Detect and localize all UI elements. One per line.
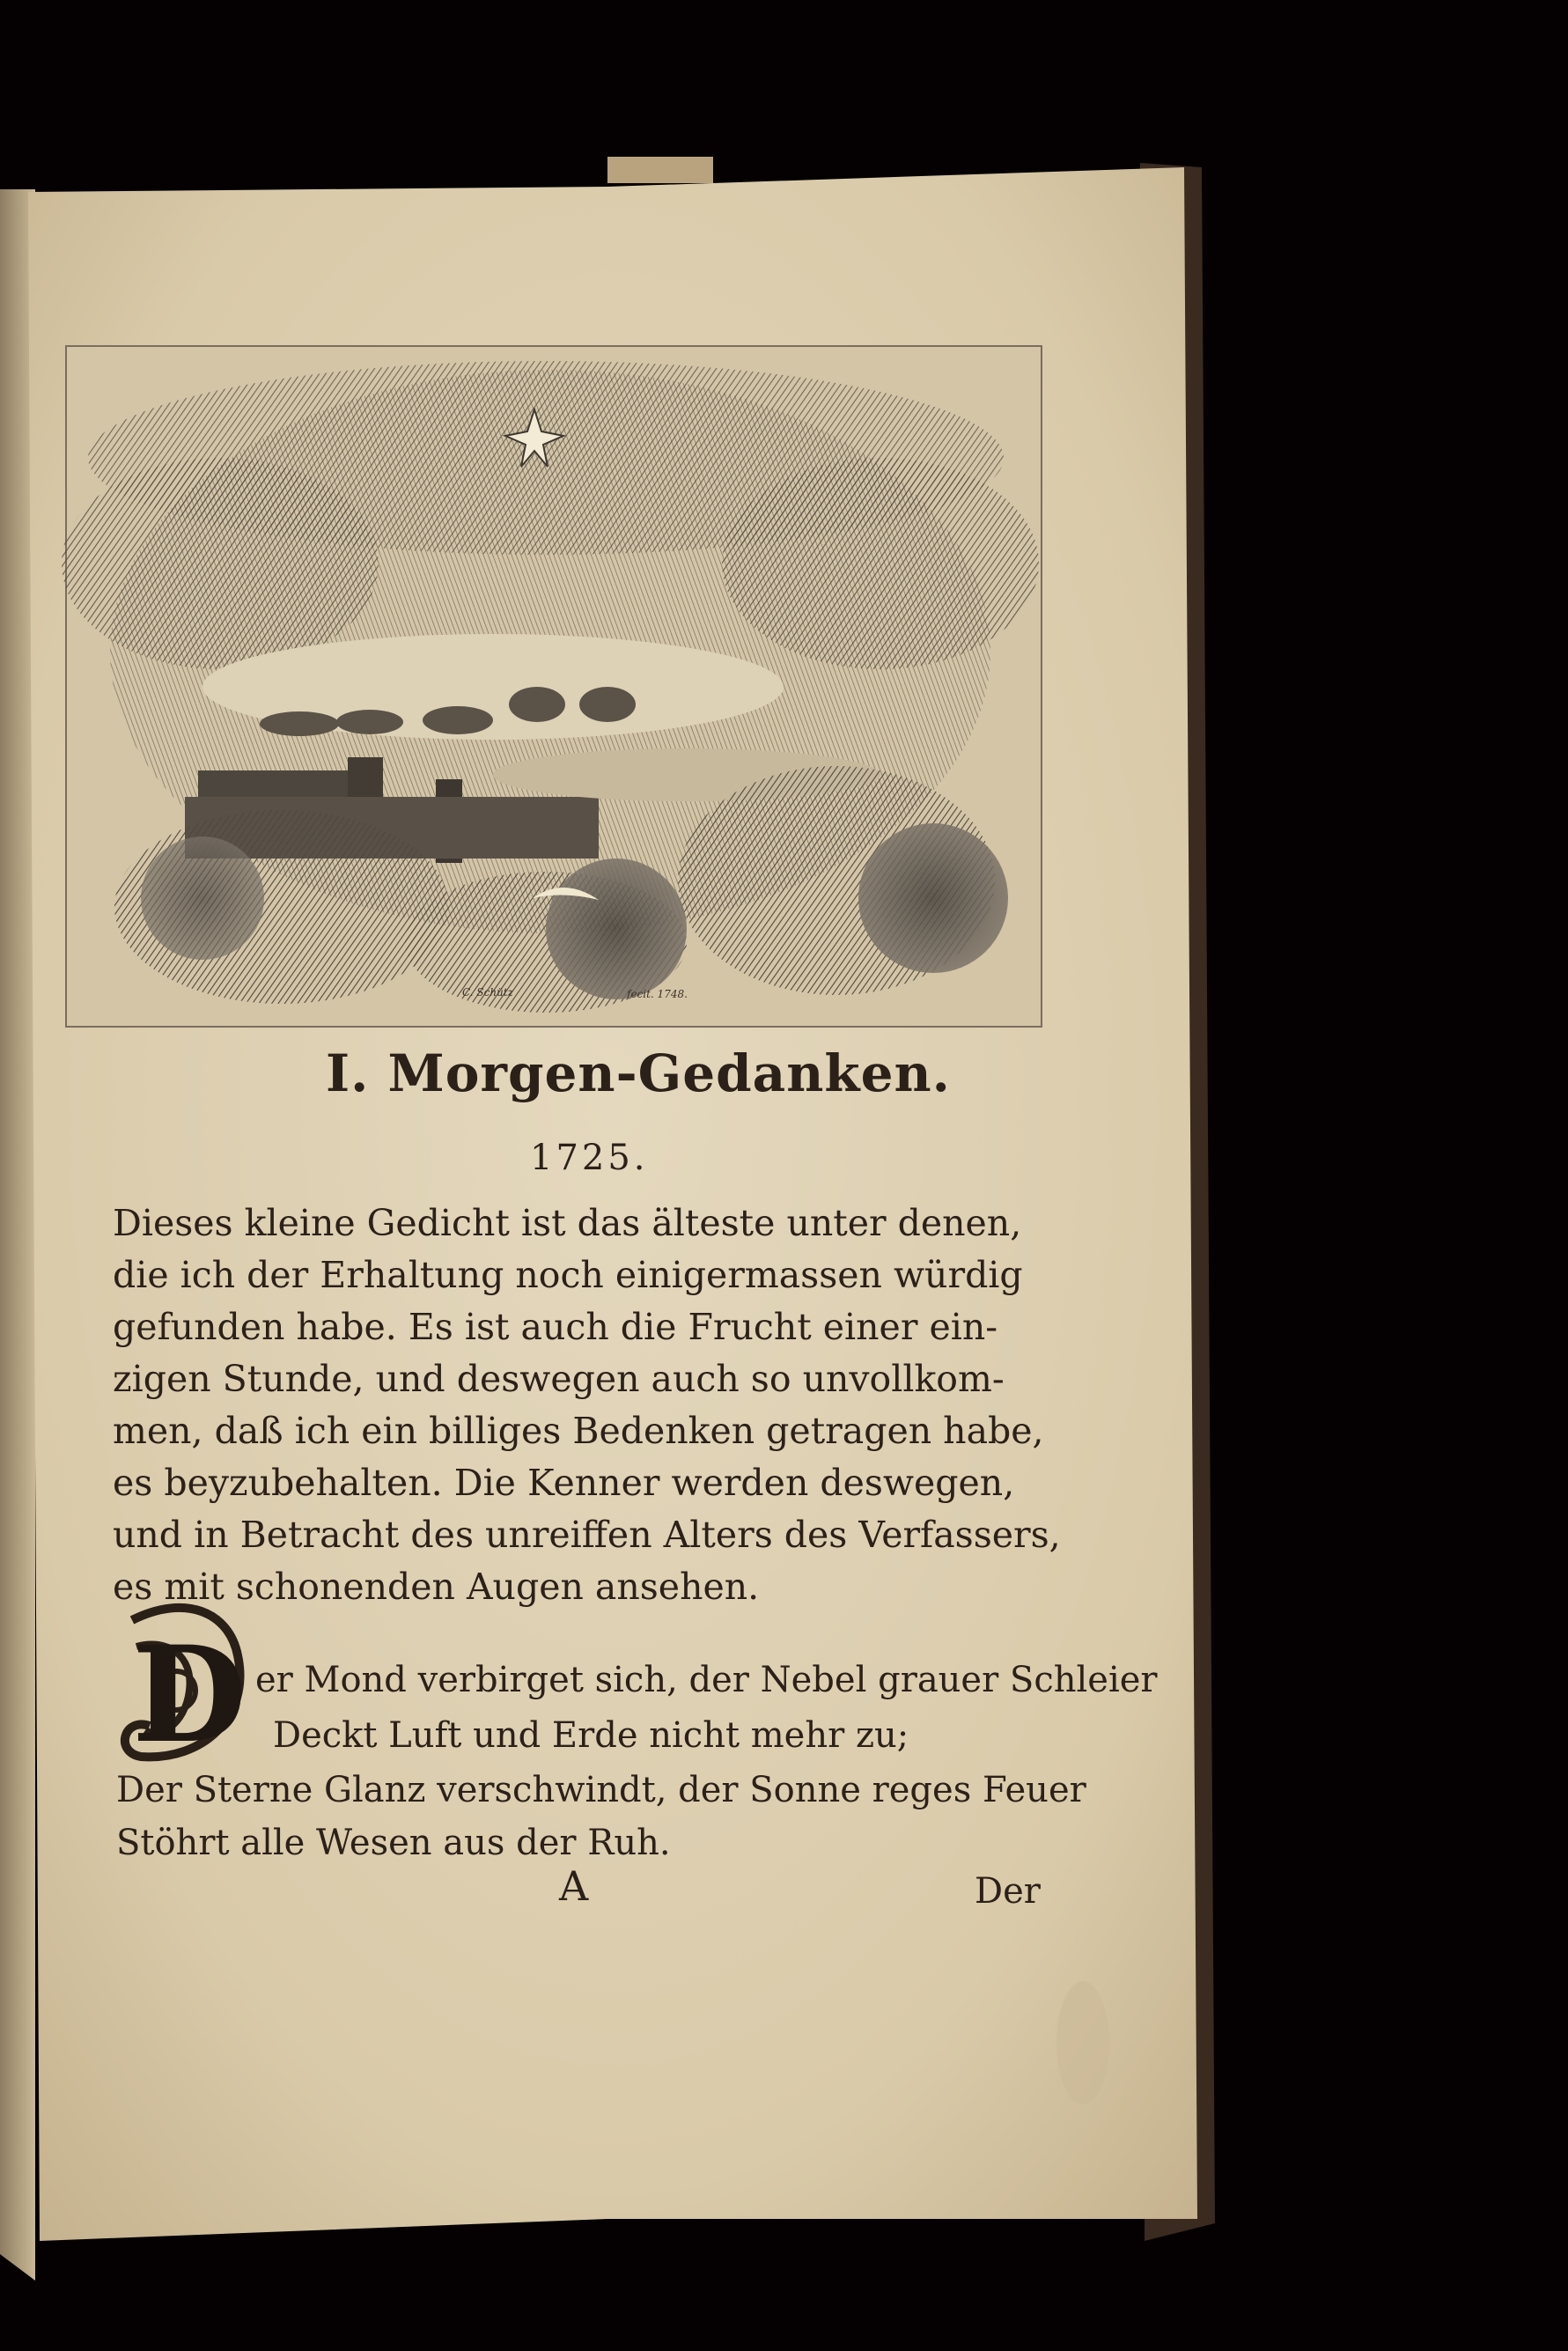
chapter-year: 1725. [530,1138,649,1178]
engraving-signature: fecit. 1748. [627,988,688,1000]
bookmark-tab [607,157,713,183]
intro-line: Dieses kleine Gedicht ist das älteste unter denen, [113,1202,1022,1244]
verse-line-1: er Mond verbirget sich, der Nebel grauer Schleier [255,1660,1158,1700]
intro-line: men, daß ich ein billiges Bedenken getragen habe, [113,1410,1044,1452]
verse-line-4: Stöhrt alle Wesen aus der Ruh. [116,1823,671,1863]
intro-line: es beyzubehalten. Die Kenner werden deswegen, [113,1462,1015,1504]
intro-line: gefunden habe. Es ist auch die Frucht einer ein- [113,1306,998,1348]
signature-mark: A [559,1862,589,1910]
drop-cap-letter: D [132,1618,247,1772]
intro-paragraph [113,1198,1061,1613]
intro-line: es mit schonenden Augen ansehen. [113,1566,760,1608]
verse-line-2: Deckt Luft und Erde nicht mehr zu; [273,1715,909,1756]
intro-line: zigen Stunde, und deswegen auch so unvollkom- [113,1358,1005,1400]
intro-line: die ich der Erhaltung noch einigermassen würdig [113,1254,1023,1296]
engraving-illustration [62,346,1042,1027]
chapter-title: I. Morgen-Gedanken. [326,1043,951,1103]
intro-line: und in Betracht des unreiffen Alters des Verfassers, [113,1514,1061,1556]
catchword: Der [975,1871,1041,1912]
verse-line-3: Der Sterne Glanz verschwindt, der Sonne reges Feuer [116,1770,1086,1810]
engraving-artist: C. Schütz [462,986,513,999]
